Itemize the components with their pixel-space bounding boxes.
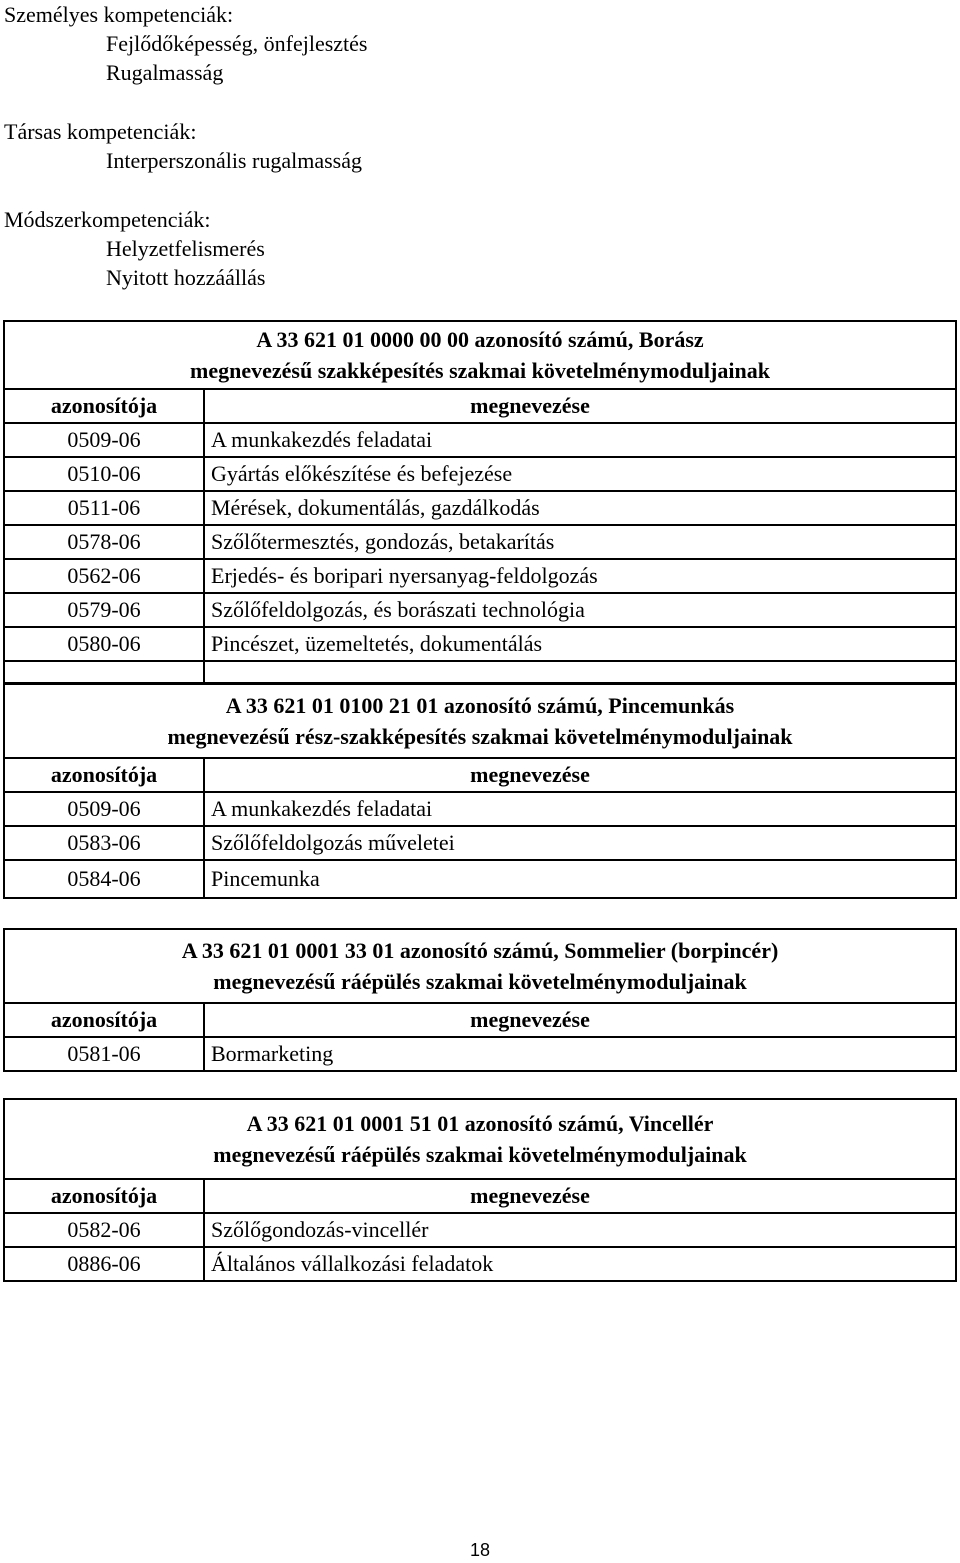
module-name: Gyártás előkészítése és befejezése: [204, 457, 956, 491]
column-header-name: megnevezése: [204, 389, 956, 423]
table-row: [4, 627, 956, 661]
table-heading-line2: megnevezésű ráépülés szakmai követelménymoduljainak: [213, 969, 747, 994]
module-name: A munkakezdés feladatai: [204, 423, 956, 457]
module-id: 0511-06: [4, 491, 204, 525]
table-row: [4, 423, 956, 457]
table-row: [4, 593, 956, 627]
table-heading-line2: megnevezésű szakképesítés szakmai követelménymoduljainak: [190, 358, 770, 383]
column-header-id: azonosítója: [4, 758, 204, 792]
table-row: [4, 457, 956, 491]
social-competencies-title: Társas kompetenciák:: [4, 119, 197, 144]
page-number: 18: [469, 1540, 491, 1560]
competency-item: Interperszonális rugalmasság: [106, 148, 362, 173]
module-id: 0886-06: [4, 1247, 204, 1281]
table-row: [4, 1213, 956, 1247]
table-row: [4, 525, 956, 559]
table-heading: [4, 321, 956, 389]
module-name: Mérések, dokumentálás, gazdálkodás: [204, 491, 956, 525]
module-id: 0509-06: [4, 423, 204, 457]
table-heading-line2: megnevezésű ráépülés szakmai követelménymoduljainak: [213, 1142, 747, 1167]
table-row: [4, 559, 956, 593]
module-id: 0583-06: [4, 826, 204, 860]
competency-item: Rugalmasság: [106, 60, 224, 85]
column-header-id: azonosítója: [4, 1003, 204, 1037]
module-table-vinceller: [3, 1098, 957, 1282]
module-id: 0578-06: [4, 525, 204, 559]
table-heading-line1: A 33 621 01 0001 51 01 azonosító számú, Vincellér: [246, 1111, 714, 1136]
module-id: 0581-06: [4, 1037, 204, 1071]
module-id: 0509-06: [4, 792, 204, 826]
table-heading-line1: A 33 621 01 0000 00 00 azonosító számú, Borász: [256, 327, 704, 352]
module-table-sommelier: [3, 928, 957, 1072]
table-heading-line1: A 33 621 01 0001 33 01 azonosító számú, Sommelier (borpincér): [181, 938, 779, 963]
column-header-id: azonosítója: [4, 1179, 204, 1213]
column-header-name: megnevezése: [204, 758, 956, 792]
module-name: Szőlőfeldolgozás, és borászati technológia: [204, 593, 956, 627]
module-name: Erjedés- és boripari nyersanyag-feldolgozás: [204, 559, 956, 593]
method-competencies-title: Módszerkompetenciák:: [4, 207, 211, 232]
column-header-name: megnevezése: [204, 1003, 956, 1037]
module-name: A munkakezdés feladatai: [204, 792, 956, 826]
competency-item: Fejlődőképesség, önfejlesztés: [106, 31, 368, 56]
table-heading-line1: A 33 621 01 0100 21 01 azonosító számú, Pincemunkás: [225, 693, 735, 718]
module-id: 0584-06: [4, 860, 204, 898]
module-id: 0579-06: [4, 593, 204, 627]
table-row: [4, 792, 956, 826]
table-heading: [4, 684, 956, 758]
module-table-pincemunkas: [3, 683, 957, 899]
table-heading: [4, 929, 956, 1003]
module-id: 0582-06: [4, 1213, 204, 1247]
table-heading: [4, 1099, 956, 1179]
module-name: Pincemunka: [204, 860, 956, 898]
table-row: [4, 1037, 956, 1071]
competency-list: [4, 0, 368, 292]
competency-item: Nyitott hozzáállás: [106, 265, 266, 290]
module-id: 0562-06: [4, 559, 204, 593]
table-row: [4, 826, 956, 860]
module-name: Pincészet, üzemeltetés, dokumentálás: [204, 627, 956, 661]
table-row: [4, 491, 956, 525]
personal-competencies-title: Személyes kompetenciák:: [4, 2, 234, 27]
table-row: [4, 860, 956, 898]
module-name: Általános vállalkozási feladatok: [204, 1247, 956, 1281]
module-id: 0510-06: [4, 457, 204, 491]
competency-item: Helyzetfelismerés: [106, 236, 265, 261]
module-name: Szőlőtermesztés, gondozás, betakarítás: [204, 525, 956, 559]
column-header-name: megnevezése: [204, 1179, 956, 1213]
module-name: Szőlőgondozás-vincellér: [204, 1213, 956, 1247]
column-header-id: azonosítója: [4, 389, 204, 423]
module-id: 0580-06: [4, 627, 204, 661]
table-heading-line2: megnevezésű rész-szakképesítés szakmai követelménymoduljainak: [167, 724, 793, 749]
table-row: [4, 1247, 956, 1281]
module-table-borasz: [3, 320, 957, 684]
module-name: Szőlőfeldolgozás műveletei: [204, 826, 956, 860]
module-name: Bormarketing: [204, 1037, 956, 1071]
